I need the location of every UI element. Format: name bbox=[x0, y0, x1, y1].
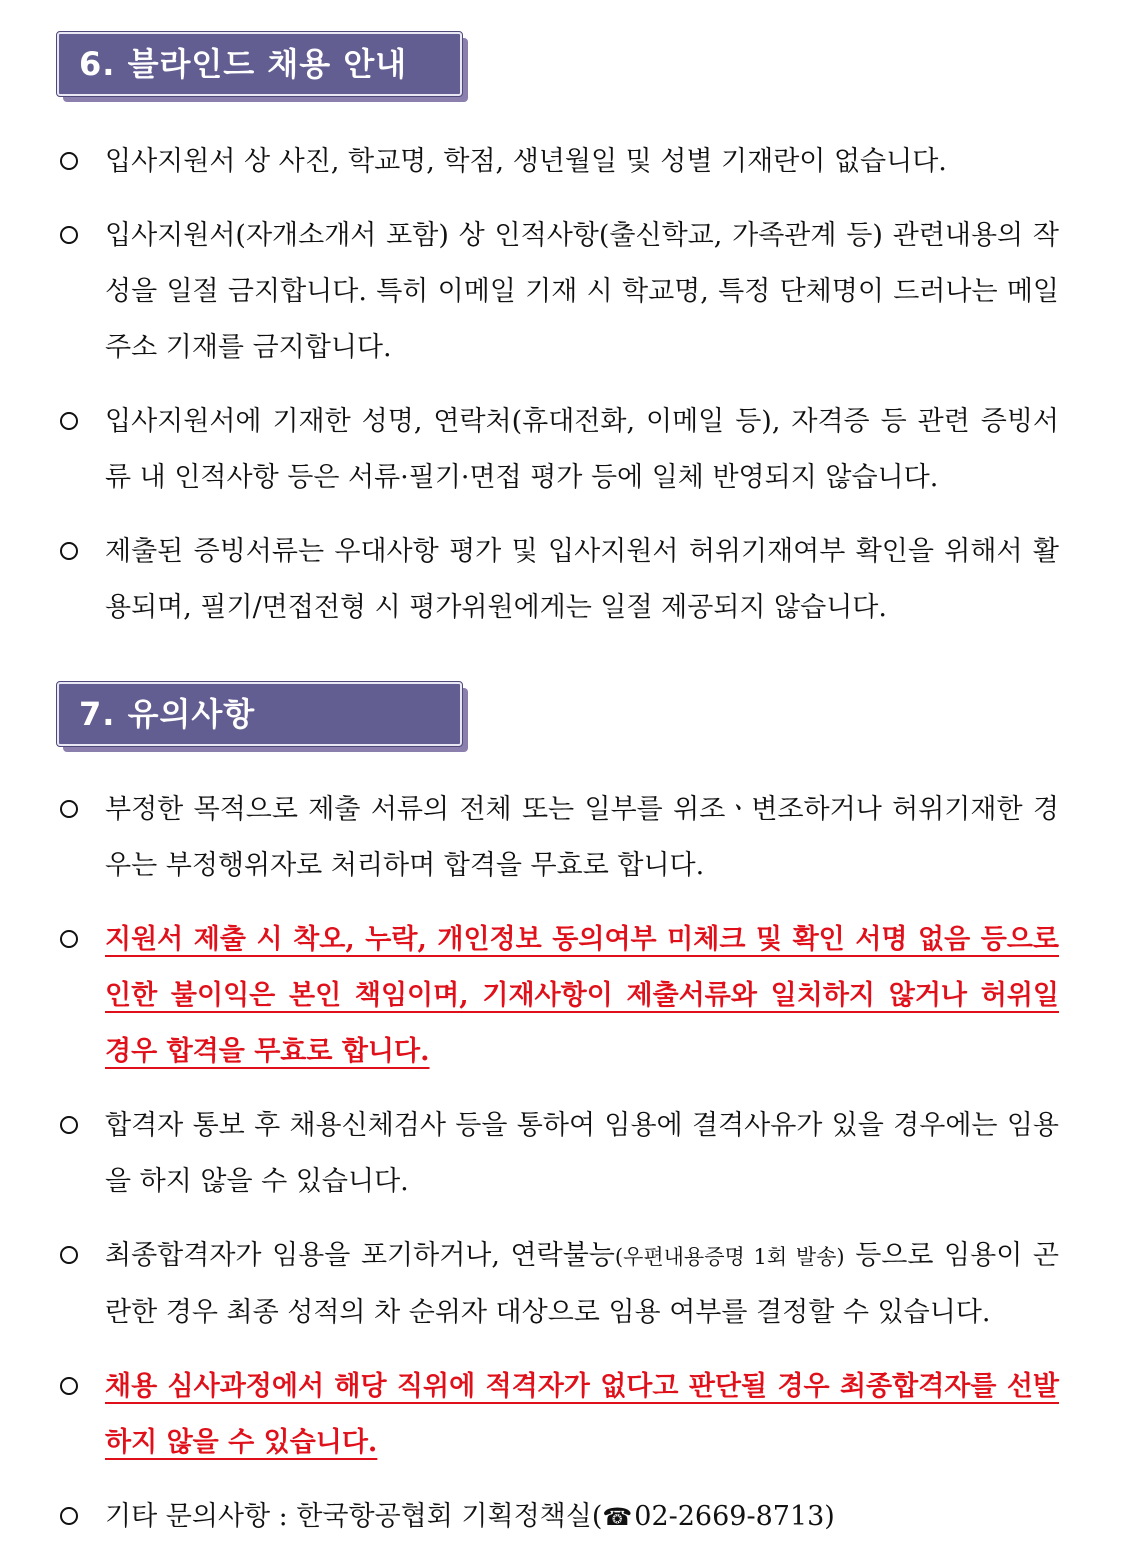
list-item-contact bbox=[0, 1489, 1139, 1545]
telephone-icon: ☎ bbox=[602, 1503, 633, 1531]
item-text: 채용 심사과정에서 해당 직위에 적격자가 없다고 판단될 경우 최종합격자를 선발하지 않을 수 있습니다. bbox=[105, 1371, 1059, 1458]
bullet-icon bbox=[60, 930, 78, 948]
section-title: 7. 유의사항 bbox=[79, 695, 256, 733]
bullet-icon bbox=[60, 1377, 78, 1395]
list-item bbox=[0, 208, 1139, 376]
item-text: 입사지원서 상 사진, 학교명, 학점, 생년월일 및 성별 기재란이 없습니다. bbox=[105, 146, 947, 177]
list-item bbox=[0, 782, 1139, 894]
item-text: 합격자 통보 후 채용신체검사 등을 통하여 임용에 결격사유가 있을 경우에는 임용을 하지 않을 수 있습니다. bbox=[105, 1110, 1059, 1197]
bullet-icon bbox=[60, 1507, 78, 1525]
item-text: 입사지원서에 기재한 성명, 연락처(휴대전화, 이메일 등), 자격증 등 관련 증빙서류 내 인적사항 등은 서류·필기·면접 평가 등에 일체 반영되지 않습니다. bbox=[105, 406, 1059, 493]
list-item bbox=[0, 1098, 1139, 1210]
section-precautions bbox=[0, 682, 1139, 1563]
item-text: 기타 문의사항 : 한국항공협회 기획정책실( bbox=[105, 1501, 603, 1532]
phone-number: 02-2669-8713) bbox=[634, 1501, 835, 1532]
bullet-icon bbox=[60, 1246, 78, 1264]
list-item bbox=[0, 134, 1139, 190]
item-text: 최종합격자가 임용을 포기하거나, 연락불능 bbox=[105, 1240, 615, 1271]
item-text: 입사지원서(자개소개서 포함) 상 인적사항(출신학교, 가족관계 등) 관련내용의 작성을 일절 금지합니다. 특히 이메일 기재 시 학교명, 특정 단체명이 드러나는 메일주소 기재를 금지합니다. bbox=[105, 220, 1059, 363]
list-item-emphasized bbox=[0, 1359, 1139, 1471]
list-item bbox=[0, 394, 1139, 506]
section-title: 6. 블라인드 채용 안내 bbox=[79, 45, 408, 83]
item-text: 지원서 제출 시 착오, 누락, 개인정보 동의여부 미체크 및 확인 서명 없음 등으로 인한 불이익은 본인 책임이며, 기재사항이 제출서류와 일치하지 않거나 허위일 경우 합격을 무효로 합니다. bbox=[105, 924, 1059, 1067]
bullet-icon bbox=[60, 1116, 78, 1134]
section-header bbox=[57, 32, 462, 96]
bullet-icon bbox=[60, 226, 78, 244]
bullet-icon bbox=[60, 542, 78, 560]
bullet-icon bbox=[60, 412, 78, 430]
item-note: (우편내용증명 1회 발송) bbox=[614, 1245, 845, 1269]
bullet-icon bbox=[60, 800, 78, 818]
list-item bbox=[0, 1228, 1139, 1341]
bullet-icon bbox=[60, 152, 78, 170]
list-item-emphasized bbox=[0, 912, 1139, 1080]
item-list bbox=[0, 134, 1139, 636]
section-header bbox=[57, 682, 462, 746]
item-list bbox=[0, 782, 1139, 1545]
list-item bbox=[0, 524, 1139, 636]
section-blind-recruitment bbox=[0, 32, 1139, 654]
item-text: 제출된 증빙서류는 우대사항 평가 및 입사지원서 허위기재여부 확인을 위해서 활용되며, 필기/면접전형 시 평가위원에게는 일절 제공되지 않습니다. bbox=[105, 536, 1059, 623]
item-text: 부정한 목적으로 제출 서류의 전체 또는 일부를 위조ㆍ변조하거나 허위기재한 경우는 부정행위자로 처리하며 합격을 무효로 합니다. bbox=[105, 794, 1059, 881]
item-text-cont: 등으로 임용이 곤란한 경우 최종 성적의 차 순위자 대상으로 임용 여부를 결정할 수 있습니다. bbox=[105, 1240, 1059, 1328]
